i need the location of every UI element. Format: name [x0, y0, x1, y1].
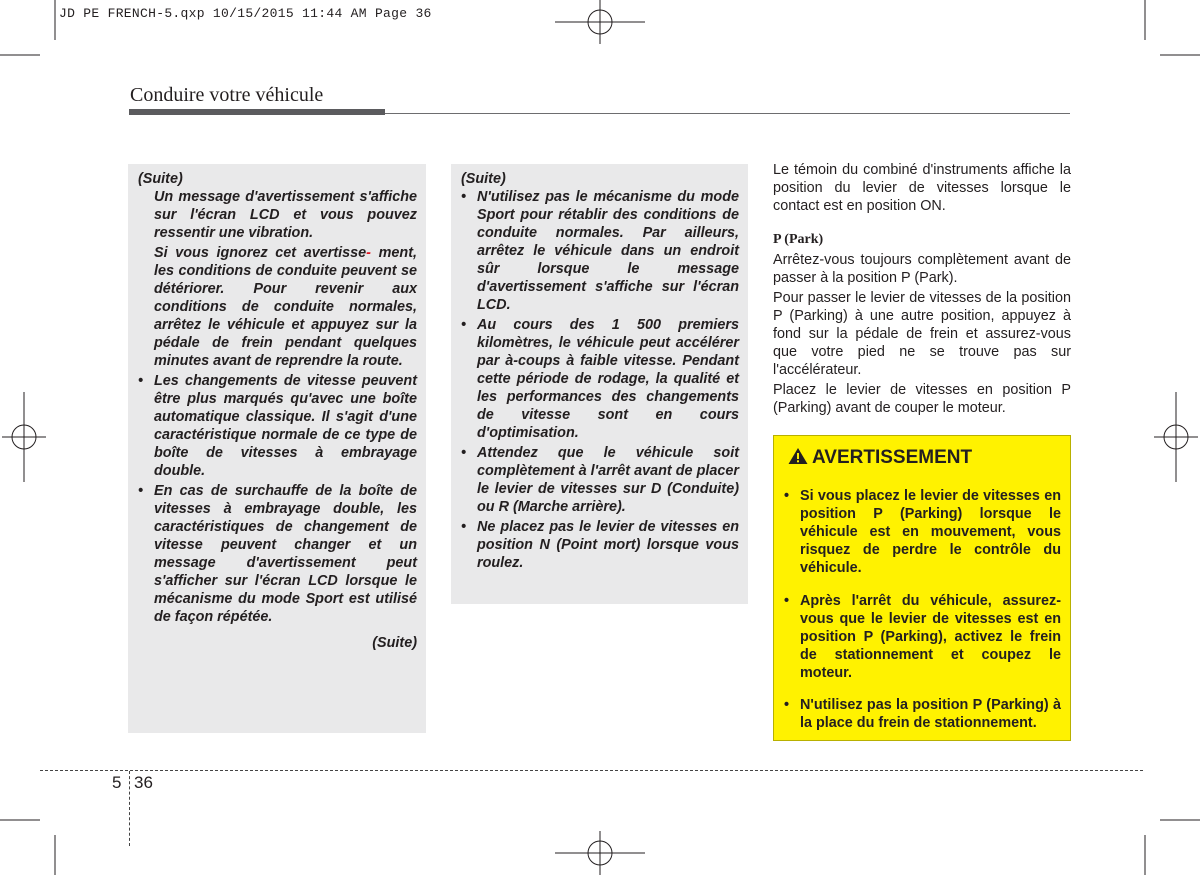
suite-label: (Suite): [461, 171, 506, 187]
warning-box: [773, 435, 1071, 741]
warning-item: [784, 592, 1061, 682]
registration-mark-icon: [1154, 392, 1198, 482]
bullet-text: Si vous placez le levier de vitesses en position P (Parking) lorsque le véhicule est en mouvement, vous risquez de perdre le contrôle du véhicule.: [800, 488, 1061, 577]
bullet-text: Ne placez pas le levier de vitesses en position N (Point mort) lorsque vous roulez.: [477, 519, 739, 571]
bullet-icon: •: [784, 592, 790, 609]
bullet-item: [461, 188, 739, 314]
paragraph: [138, 244, 417, 370]
paragraph: Un message d'avertissement s'affiche sur l'écran LCD et vous pouvez ressentir une vibration.: [154, 189, 417, 241]
bullet-text: Les changements de vitesse peuvent être plus marqués qu'avec une boîte automatique classique. Il s'agit d'une caractéristique normale de ce type de boîte de vitesses à embrayage double.: [154, 373, 417, 479]
bullet-icon: •: [461, 445, 467, 461]
bullet-item: [138, 372, 417, 480]
bullet-icon: •: [138, 373, 144, 389]
warning-title: [788, 447, 972, 469]
section-number: 5: [112, 773, 122, 792]
bullet-item: [461, 316, 739, 442]
warning-triangle-icon: [788, 447, 808, 465]
bullet-icon: •: [138, 483, 144, 499]
text-fragment: ment, les conditions de conduite peuvent se détériorer. Pour revenir aux conditions de conduite normales, arrêtez le véhicule et appuyez sur la pédale de frein pendant quelques minutes avant de reprendre la route.: [154, 245, 417, 369]
suite-label: (Suite): [138, 171, 183, 187]
bullet-item: [138, 482, 417, 626]
bullet-text: En cas de surchauffe de la boîte de vitesses à embrayage double, les caractéristiques de changement de vitesse peuvent changer et un message d'avertissement peut s'afficher sur l'écran LCD lorsque le mécanisme du mode Sport est utilisé de façon répétée.: [154, 483, 417, 625]
header-rule: [385, 113, 1070, 114]
page-number-value: 36: [134, 773, 153, 792]
bullet-text: N'utilisez pas le mécanisme du mode Sport pour rétablir des conditions de conduite normales. Par ailleurs, arrêtez le véhicule dans un endroit sûr lorsque le message d'avertissement s'affiche sur l'écran LCD.: [477, 189, 739, 313]
suite-box-middle: [451, 164, 748, 604]
paragraph: Le témoin du combiné d'instruments affiche la position du levier de vitesses lorsque le contact est en position ON.: [773, 162, 1071, 214]
registration-mark-icon: [555, 0, 645, 44]
bullet-text: N'utilisez pas la position P (Parking) à la place du frein de stationnement.: [800, 697, 1061, 732]
bullet-icon: •: [784, 488, 790, 505]
bullet-icon: •: [461, 519, 467, 535]
bullet-item: [461, 444, 739, 516]
paragraph: Placez le levier de vitesses en position P (Parking) avant de couper le moteur.: [773, 382, 1071, 416]
text-fragment: Si vous ignorez cet avertisse: [154, 245, 367, 261]
warning-item: [784, 487, 1061, 577]
bullet-text: Au cours des 1 500 premiers kilomètres, le véhicule peut accélérer par à-coups à faible vitesse. Pendant cette période de rodage, la qualité et les performances des changements de vitesse sont en cours d'optimisation.: [477, 317, 739, 441]
body-column-right: [773, 161, 1071, 417]
footer-dashed-rule: [40, 770, 1143, 771]
bullet-icon: •: [461, 189, 467, 205]
page-title: Conduire votre véhicule: [130, 84, 324, 106]
hyphen-mark: -: [366, 245, 371, 261]
registration-mark-icon: [2, 392, 46, 482]
bullet-icon: •: [784, 697, 790, 714]
warning-item: [784, 696, 1061, 732]
paragraph: Pour passer le levier de vitesses de la position P (Parking) à une autre position, appuyez à fond sur la pédale de frein et assurez-vous que votre pied ne se trouve pas sur l'accélérateur.: [773, 290, 1071, 378]
suite-box-left: [128, 164, 426, 733]
paragraph: Arrêtez-vous toujours complètement avant de passer à la position P (Park).: [773, 252, 1071, 286]
print-slug: JD PE FRENCH-5.qxp 10/15/2015 11:44 AM Page 36: [59, 6, 432, 21]
warning-title-text: AVERTISSEMENT: [812, 447, 973, 468]
registration-mark-icon: [555, 831, 645, 875]
suite-label: (Suite): [372, 635, 417, 651]
bullet-text: Attendez que le véhicule soit complètement à l'arrêt avant de placer le levier de vitesses sur D (Conduite) ou R (Marche arrière).: [477, 445, 739, 515]
header-bar: [129, 109, 385, 115]
bullet-icon: •: [461, 317, 467, 333]
bullet-item: [461, 518, 739, 572]
footer-dashed-divider: [129, 771, 130, 846]
bullet-text: Après l'arrêt du véhicule, assurez-vous que le levier de vitesses est en position P (Parking), activez le frein de stationnement et coupez le moteur.: [800, 592, 1061, 681]
section-subheading: P (Park): [773, 232, 824, 247]
